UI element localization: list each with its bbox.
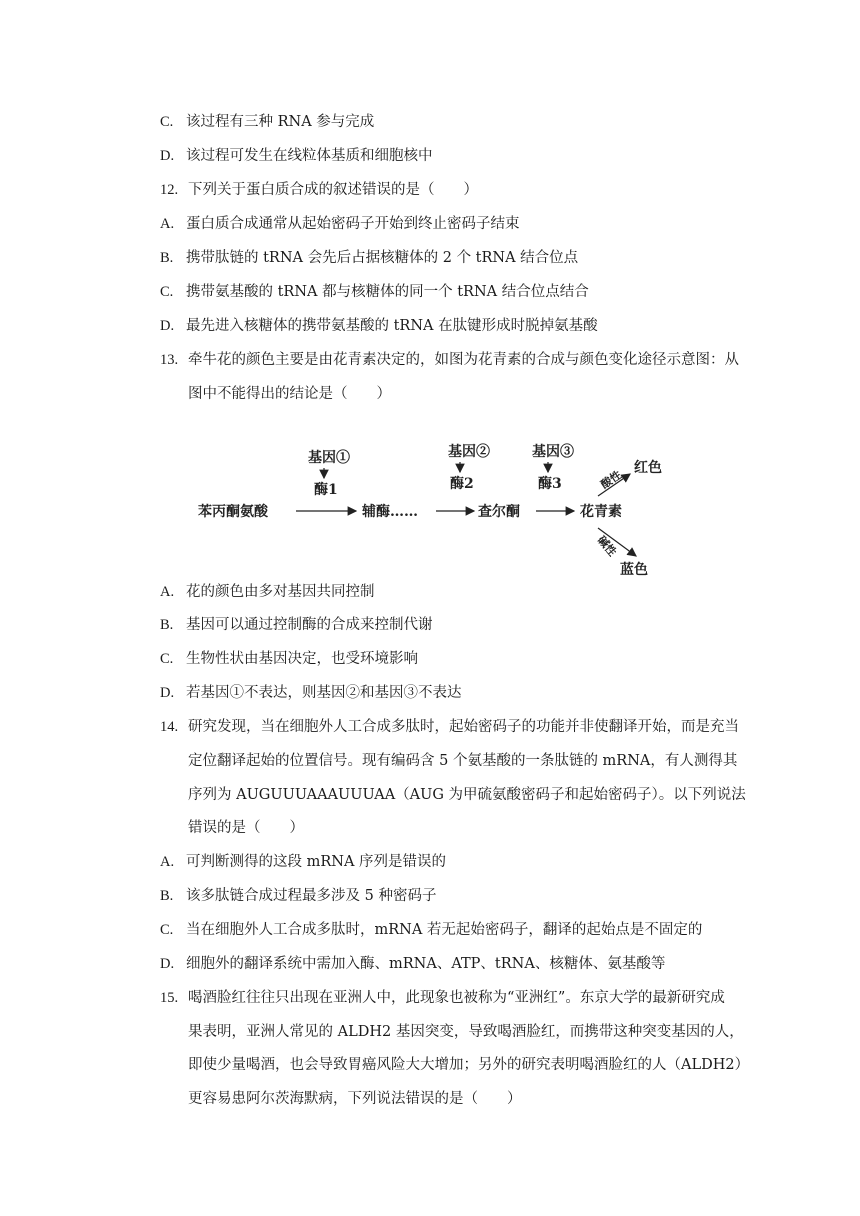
question-text-continued: 更容易患阿尔茨海默病，下列说法错误的是（ ） (188, 1091, 522, 1107)
option-label: C. (160, 284, 174, 300)
option-text: 细胞外的翻译系统中需加入酶、mRNA、ATP、tRNA、核糖体、氨基酸等 (186, 956, 666, 972)
product-label: 花青素 (580, 504, 622, 520)
question-12-stem (160, 180, 478, 200)
option-text: 花的颜色由多对基因共同控制 (186, 584, 375, 600)
option-label: A. (160, 854, 175, 870)
option-c (160, 112, 374, 132)
question-number: 14. (160, 719, 179, 735)
question-text-continued: 果表明，亚洲人常见的 ALDH2 基因突变，导致喝酒脸红，而携带这种突变基因的人， (188, 1024, 744, 1040)
intermediate-1-label: 辅酶…… (362, 504, 418, 520)
option-c (160, 920, 702, 940)
option-text: 该过程有三种 RNA 参与完成 (186, 114, 375, 130)
enzyme-3-label: 酶3 (538, 476, 562, 492)
option-b (160, 886, 436, 906)
option-label: A. (160, 216, 175, 232)
option-label: C. (160, 922, 174, 938)
question-text: 喝酒脸红往往只出现在亚洲人中，此现象也被称为“亚洲红”。东京大学的最新研究成 (188, 990, 725, 1006)
option-text: 该多肽链合成过程最多涉及 5 种密码子 (186, 888, 437, 904)
substrate-label: 苯丙酮氨酸 (198, 504, 268, 520)
question-text-continued: 即使少量喝酒，也会导致胃癌风险大大增加；另外的研究表明喝酒脸红的人（ALDH2） (188, 1057, 750, 1073)
anthocyanin-pathway-diagram (190, 438, 690, 578)
option-text: 蛋白质合成通常从起始密码子开始到终止密码子结束 (186, 216, 520, 232)
option-text: 该过程可发生在线粒体基质和细胞核中 (186, 148, 433, 164)
option-d (160, 683, 462, 703)
option-text: 生物性状由基因决定，也受环境影响 (186, 651, 418, 667)
option-label: D. (160, 956, 175, 972)
option-a (160, 214, 520, 234)
question-text: 牵牛花的颜色主要是由花青素决定的，如图为花青素的合成与颜色变化途径示意图：从 (188, 352, 739, 368)
red-color-label: 红色 (634, 460, 662, 476)
enzyme-2-label: 酶2 (450, 476, 474, 492)
question-text-continued: 定位翻译起始的位置信号。现有编码含 5 个氨基酸的一条肽链的 mRNA，有人测得其 (188, 753, 738, 769)
question-text: 下列关于蛋白质合成的叙述错误的是（ ） (188, 182, 478, 198)
option-label: D. (160, 318, 175, 334)
question-number: 12. (160, 182, 179, 198)
option-label: B. (160, 250, 174, 266)
option-b (160, 248, 578, 268)
option-label: B. (160, 888, 174, 904)
option-c (160, 282, 589, 302)
question-14-stem (160, 717, 739, 737)
enzyme-1-label: 酶1 (314, 482, 338, 498)
gene-3-label: 基因③ (532, 444, 574, 460)
option-label: B. (160, 617, 174, 633)
option-text: 可判断测得的这段 mRNA 序列是错误的 (186, 854, 447, 870)
gene-2-label: 基因② (448, 444, 490, 460)
question-number: 13. (160, 352, 179, 368)
option-label: C. (160, 651, 174, 667)
question-text: 研究发现，当在细胞外人工合成多肽时，起始密码子的功能并非使翻译开始，而是充当 (188, 719, 739, 735)
option-d (160, 954, 665, 974)
question-number: 15. (160, 990, 179, 1006)
question-text-continued: 错误的是（ ） (188, 820, 304, 836)
gene-1-label: 基因① (308, 450, 350, 466)
option-label: D. (160, 148, 175, 164)
option-text: 最先进入核糖体的携带氨基酸的 tRNA 在肽键形成时脱掉氨基酸 (186, 318, 598, 334)
option-label: C. (160, 114, 174, 130)
option-a (160, 582, 375, 602)
option-text: 若基因①不表达，则基因②和基因③不表达 (186, 685, 462, 701)
option-c (160, 649, 418, 669)
option-b (160, 615, 433, 635)
intermediate-2-label: 查尔酮 (478, 504, 520, 520)
alkaline-label: 碱性 (594, 533, 619, 559)
option-a (160, 852, 446, 872)
option-d (160, 316, 598, 336)
option-label: D. (160, 685, 175, 701)
question-text-continued: 图中不能得出的结论是（ ） (188, 386, 391, 402)
option-text: 携带氨基酸的 tRNA 都与核糖体的同一个 tRNA 结合位点结合 (186, 284, 589, 300)
blue-color-label: 蓝色 (620, 562, 648, 578)
question-15-stem (160, 988, 725, 1008)
option-d (160, 146, 433, 166)
option-text: 当在细胞外人工合成多肽时，mRNA 若无起始密码子，翻译的起始点是不固定的 (186, 922, 703, 938)
question-text-continued: 序列为 AUGUUUAAAUUUAA（AUG 为甲硫氨酸密码子和起始密码子）。以下列说法 (188, 787, 746, 803)
question-13-stem (160, 350, 739, 370)
option-label: A. (160, 584, 175, 600)
acidic-label: 酸性 (598, 468, 624, 492)
option-text: 基因可以通过控制酶的合成来控制代谢 (186, 617, 433, 633)
option-text: 携带肽链的 tRNA 会先后占据核糖体的 2 个 tRNA 结合位点 (186, 250, 579, 266)
